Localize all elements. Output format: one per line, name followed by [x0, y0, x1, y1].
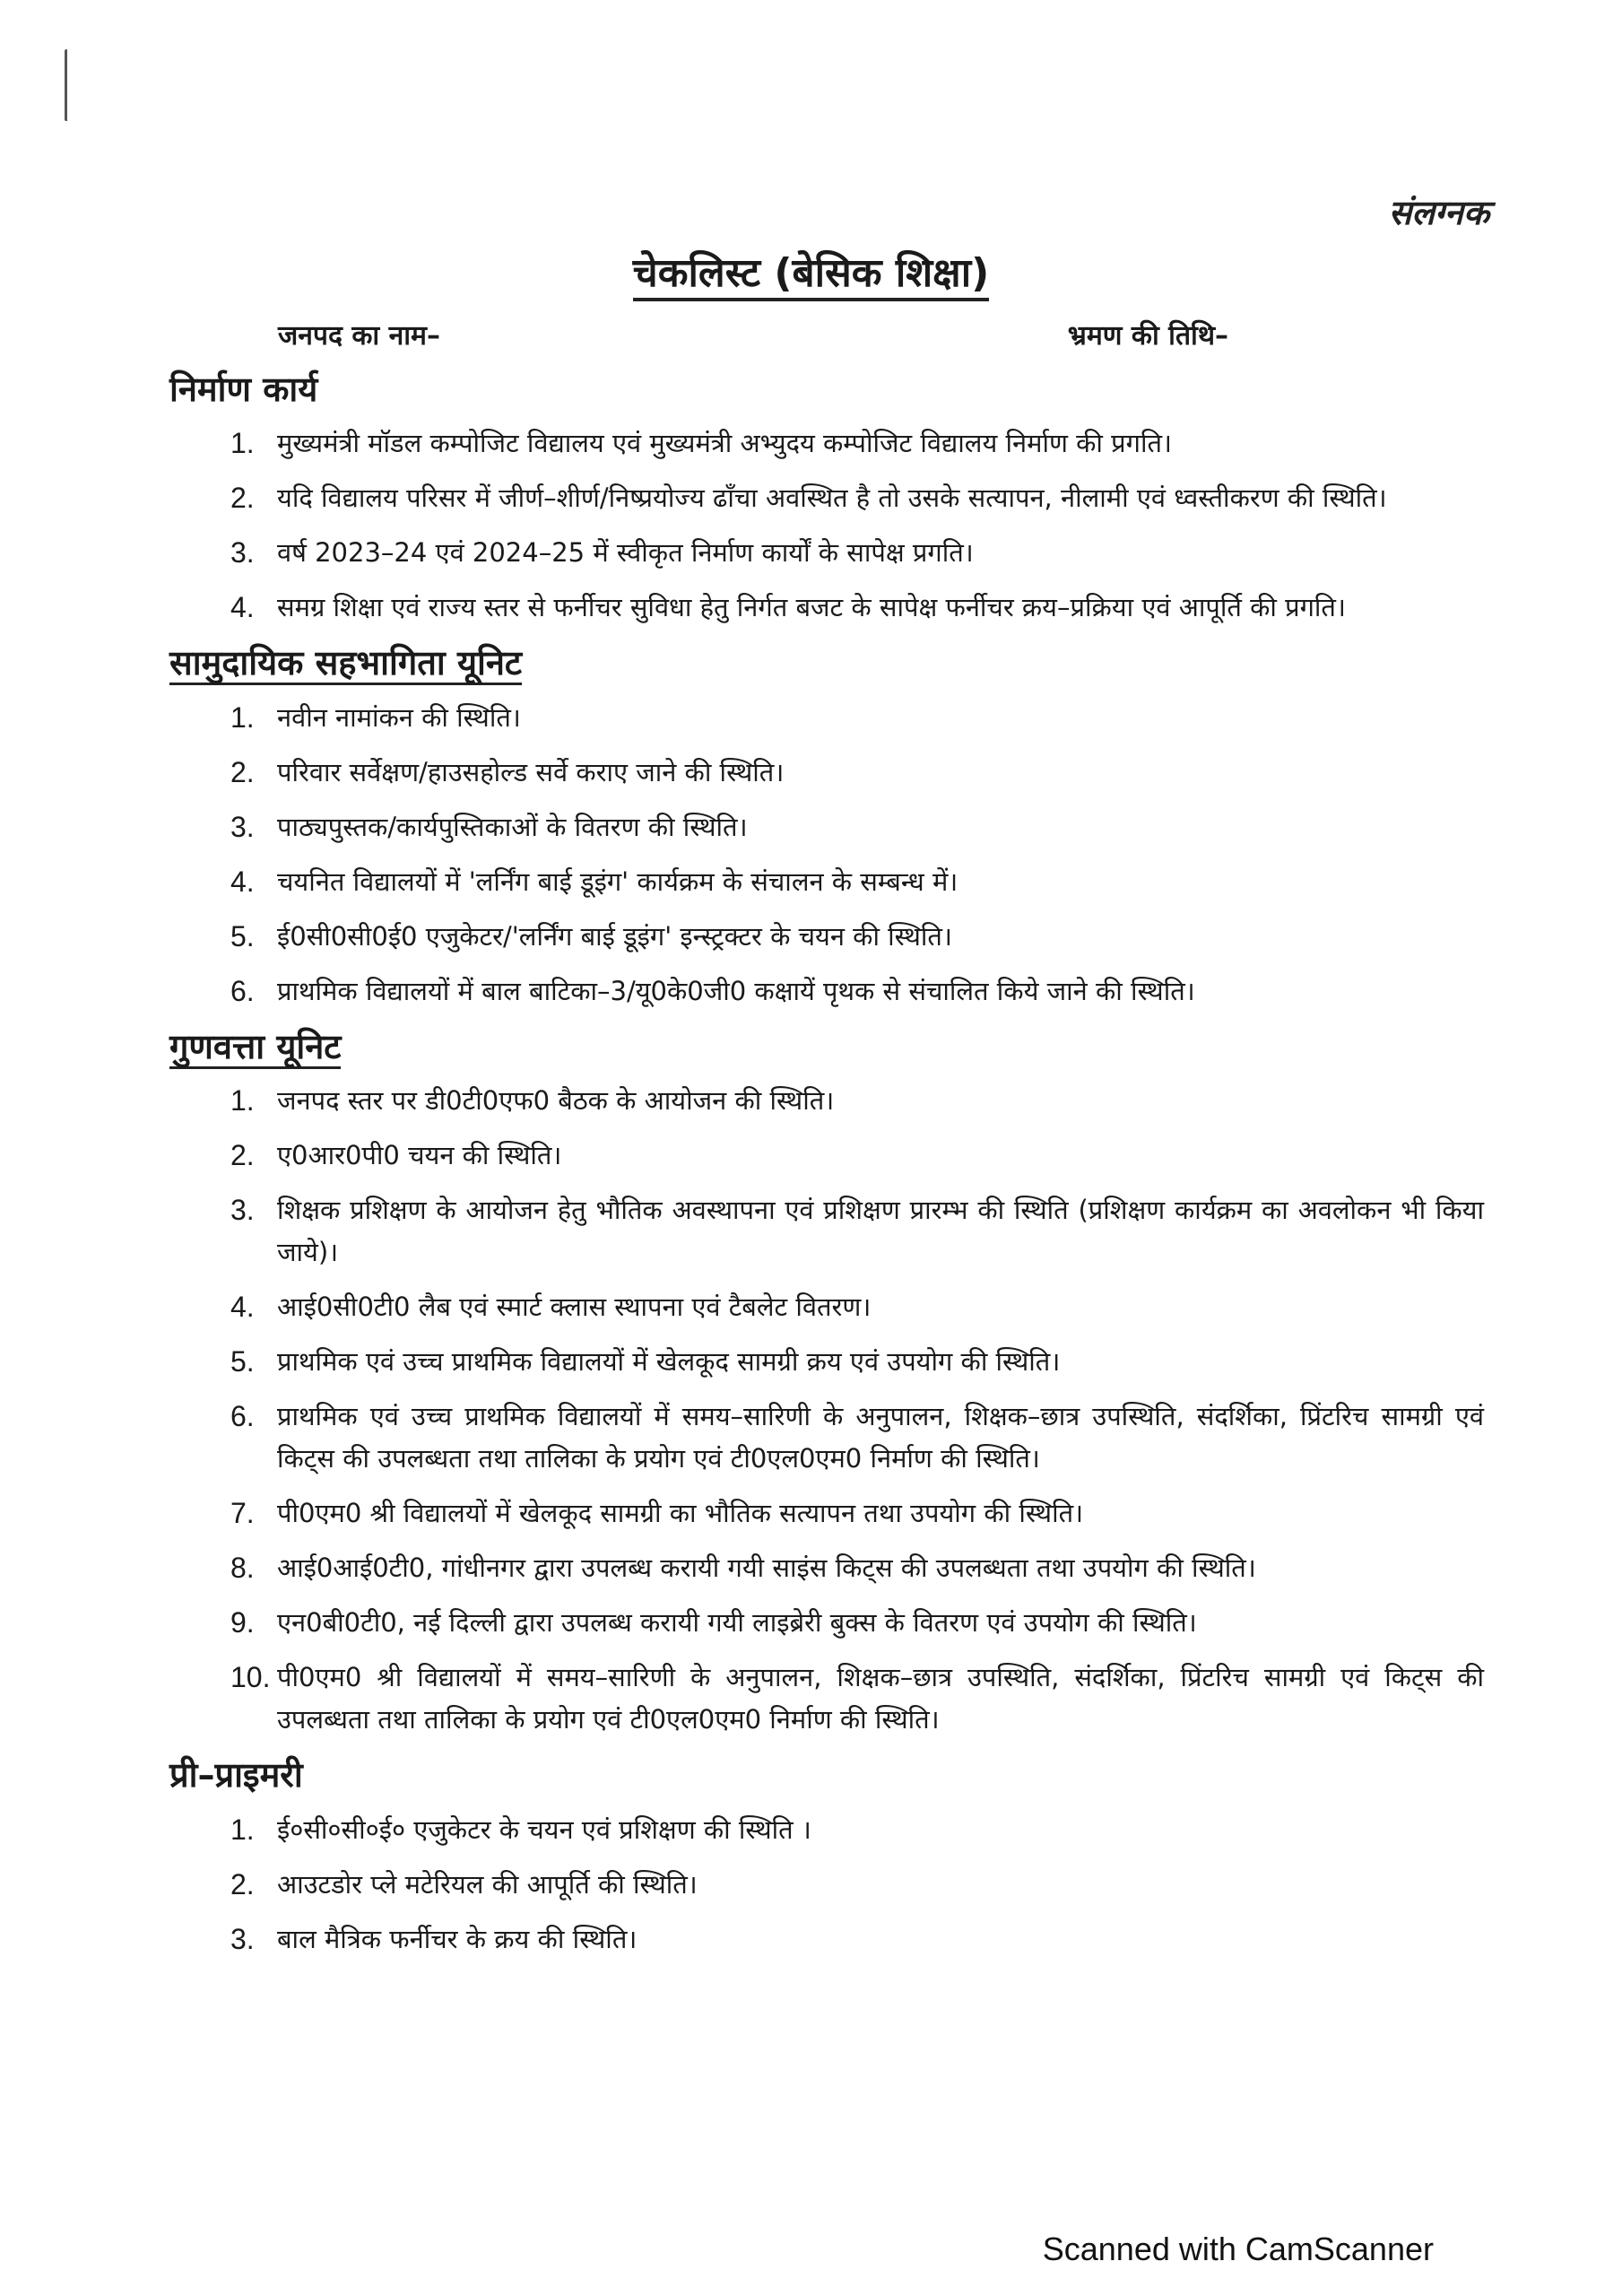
- construction-list: [184, 422, 1484, 629]
- list-item: 2. ए0आर0पी0 चयन की स्थिति।: [230, 1139, 562, 1172]
- section-heading-community: सामुदायिक सहभागिता यूनिट: [169, 641, 1484, 685]
- list-item: 1. मुख्यमंत्री मॉडल कम्पोजिट विद्यालय एवं मुख्यमंत्री अभ्युदय कम्पोजिट विद्यालय निर्माण की प्रगति।: [230, 427, 1172, 460]
- list-item: 4. चयनित विद्यालयों में 'लर्निंग बाई डूइंग' कार्यक्रम के संचालन के सम्बन्ध में।: [230, 865, 958, 898]
- list-item: 9. एन0बी0टी0, नई दिल्ली द्वारा उपलब्ध करायी गयी लाइब्रेरी बुक्स के वितरण एवं उपयोग की स्थिति।: [230, 1606, 1197, 1639]
- list-item: 1. ई०सी०सी०ई० एजुकेटर के चयन एवं प्रशिक्षण की स्थिति ।: [230, 1813, 811, 1846]
- section-heading-construction: निर्माण कार्य: [169, 370, 318, 409]
- checklist-content: [169, 368, 1484, 1973]
- list-item: 7. पी0एम0 श्री विद्यालयों में खेलकूद सामग्री का भौतिक सत्यापन तथा उपयोग की स्थिति।: [230, 1497, 1084, 1530]
- list-item: 3. शिक्षक प्रशिक्षण के आयोजन हेतु भौतिक अवस्थापना एवं प्रशिक्षण प्रारम्भ की स्थिति (प्रशिक्षण कार्यक्रम का अवलोकन भी किया जाये)।: [230, 1194, 1484, 1268]
- community-list: [184, 697, 1484, 1013]
- annexure-label: संलग्नक: [1388, 193, 1489, 232]
- list-item: 5. ई0सी0सी0ई0 एजुकेटर/'लर्निंग बाई डूइंग' इन्स्ट्रक्टर के चयन की स्थिति।: [230, 919, 952, 952]
- list-item: 6. प्राथमिक विद्यालयों में बाल बाटिका–3/यू0के0जी0 कक्षायें पृथक से संचालित किये जाने की स्थिति।: [230, 974, 1195, 1007]
- quality-list: [184, 1080, 1484, 1741]
- staple-mark: [65, 49, 71, 121]
- section-heading-pre-primary: प्री–प्राइमरी: [169, 1755, 303, 1796]
- list-item: 3. बाल मैत्रिक फर्नीचर के क्रय की स्थिति।: [230, 1922, 638, 1955]
- list-item: 4. समग्र शिक्षा एवं राज्य स्तर से फर्नीचर सुविधा हेतु निर्गत बजट के सापेक्ष फर्नीचर क्रय–प्रक्रिया एवं आपूर्ति की प्रगति।: [230, 591, 1346, 624]
- camscanner-watermark: Scanned with CamScanner: [1042, 2231, 1434, 2267]
- list-item: 2. यदि विद्यालय परिसर में जीर्ण–शीर्ण/निष्प्रयोज्य ढाँचा अवस्थित है तो उसके सत्यापन, नीलामी एवं ध्वस्तीकरण की स्थिति।: [230, 482, 1387, 515]
- list-item: 1. नवीन नामांकन की स्थिति।: [230, 700, 521, 734]
- visit-date-label: भ्रमण की तिथि–: [1067, 320, 1228, 352]
- list-item: 10. पी0एम0 श्री विद्यालयों में समय–सारिणी के अनुपालन, शिक्षक–छात्र उपस्थिति, संदर्शिका, प्रिंटरिच सामग्री एवं किट्स की उपलब्धता तथा तालिका के प्रयोग एवं टी0एल0एम0 निर्माण की स्थिति।: [230, 1661, 1484, 1735]
- document-title: [0, 244, 1622, 298]
- meta-row: [278, 316, 1228, 352]
- district-label: जनपद का नाम–: [278, 320, 440, 352]
- list-item: 1. जनपद स्तर पर डी0टी0एफ0 बैठक के आयोजन की स्थिति।: [230, 1084, 835, 1118]
- list-item: 5. प्राथमिक एवं उच्च प्राथमिक विद्यालयों में खेलकूद सामग्री क्रय एवं उपयोग की स्थिति।: [230, 1345, 1061, 1378]
- list-item: 6. प्राथमिक एवं उच्च प्राथमिक विद्यालयों में समय–सारिणी के अनुपालन, शिक्षक–छात्र उपस्थिति, संदर्शिका, प्रिंटरिच सामग्री एवं किट्स की उपलब्धता तथा तालिका के प्रयोग एवं टी0एल0एम0 निर्माण की स्थिति।: [230, 1400, 1484, 1474]
- document-title-text: चेकलिस्ट (बेसिक शिक्षा): [633, 250, 989, 301]
- list-item: 3. वर्ष 2023–24 एवं 2024–25 में स्वीकृत निर्माण कार्यों के सापेक्ष प्रगति।: [230, 536, 974, 570]
- section-heading-quality: गुणवत्ता यूनिट: [169, 1025, 1484, 1069]
- list-item: 8. आई0आई0टी0, गांधीनगर द्वारा उपलब्ध करायी गयी साइंस किट्स की उपलब्धता तथा उपयोग की स्थिति।: [230, 1552, 1256, 1585]
- list-item: 4. आई0सी0टी0 लैब एवं स्मार्ट क्लास स्थापना एवं टैबलेट वितरण।: [230, 1291, 872, 1324]
- pre-primary-list: [184, 1809, 1484, 1961]
- list-item: 2. आउटडोर प्ले मटेरियल की आपूर्ति की स्थिति।: [230, 1867, 698, 1900]
- list-item: 2. परिवार सर्वेक्षण/हाउसहोल्ड सर्वे कराए जाने की स्थिति।: [230, 755, 785, 788]
- list-item: 3. पाठ्यपुस्तक/कार्यपुस्तिकाओं के वितरण की स्थिति।: [230, 810, 748, 843]
